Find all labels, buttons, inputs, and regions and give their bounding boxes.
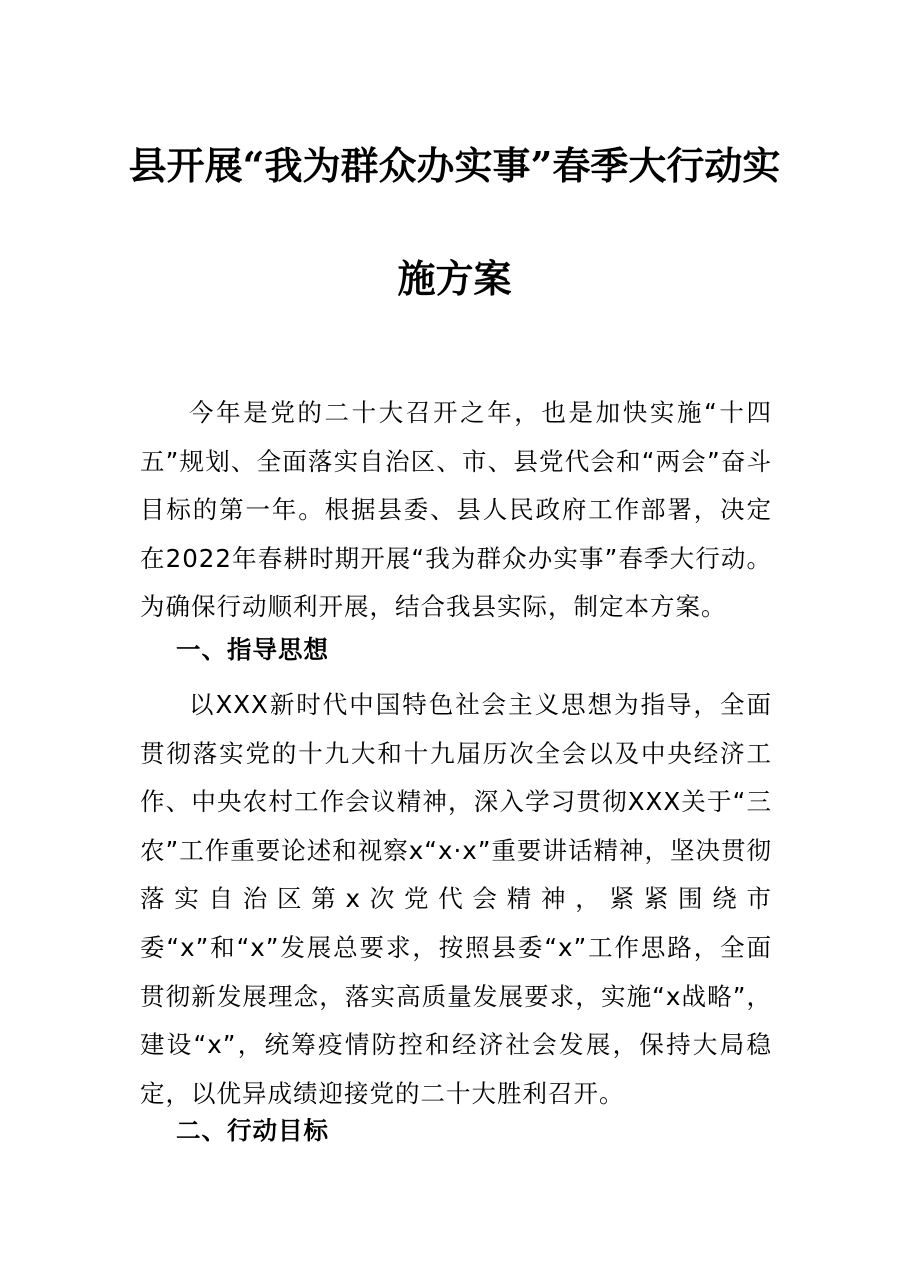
section-heading-action-goals: 二、行动目标 xyxy=(176,1116,329,1145)
document-title-line-1: 县开展“我为群众办实事”春季大行动实 xyxy=(128,143,781,188)
intro-paragraph: 今年是党的二十大召开之年，也是加快实施“十四五”规划、全面落实自治区、市、县党代会和“两会”奋斗目标的第一年。根据县委、县人民政府工作部署，决定在2022年春耕时期开展“我为群众办实事”春季大行动。为确保行动顺利开展，结合我县实际，制定本方案。 xyxy=(140,398,772,622)
guiding-ideology-paragraph: 以XXX新时代中国特色社会主义思想为指导，全面贯彻落实党的十九大和十九届历次全会以及中央经济工作、中央农村工作会议精神，深入学习贯彻XXX关于“三农”工作重要论述和视察x“x·x”重要讲话精神，坚决贯彻落实自治区第x次党代会精神，紧紧围绕市委“x”和“x”发展总要求，按照县委“x”工作思路，全面贯彻新发展理念，落实高质量发展要求，实施“x战略”，建设“x”，统筹疫情防控和经济社会发展，保持大局稳定，以优异成绩迎接党的二十大胜利召开。 xyxy=(140,690,772,1108)
section-heading-guiding-ideology: 一、指导思想 xyxy=(176,635,329,664)
document-title-line-2: 施方案 xyxy=(397,256,512,301)
